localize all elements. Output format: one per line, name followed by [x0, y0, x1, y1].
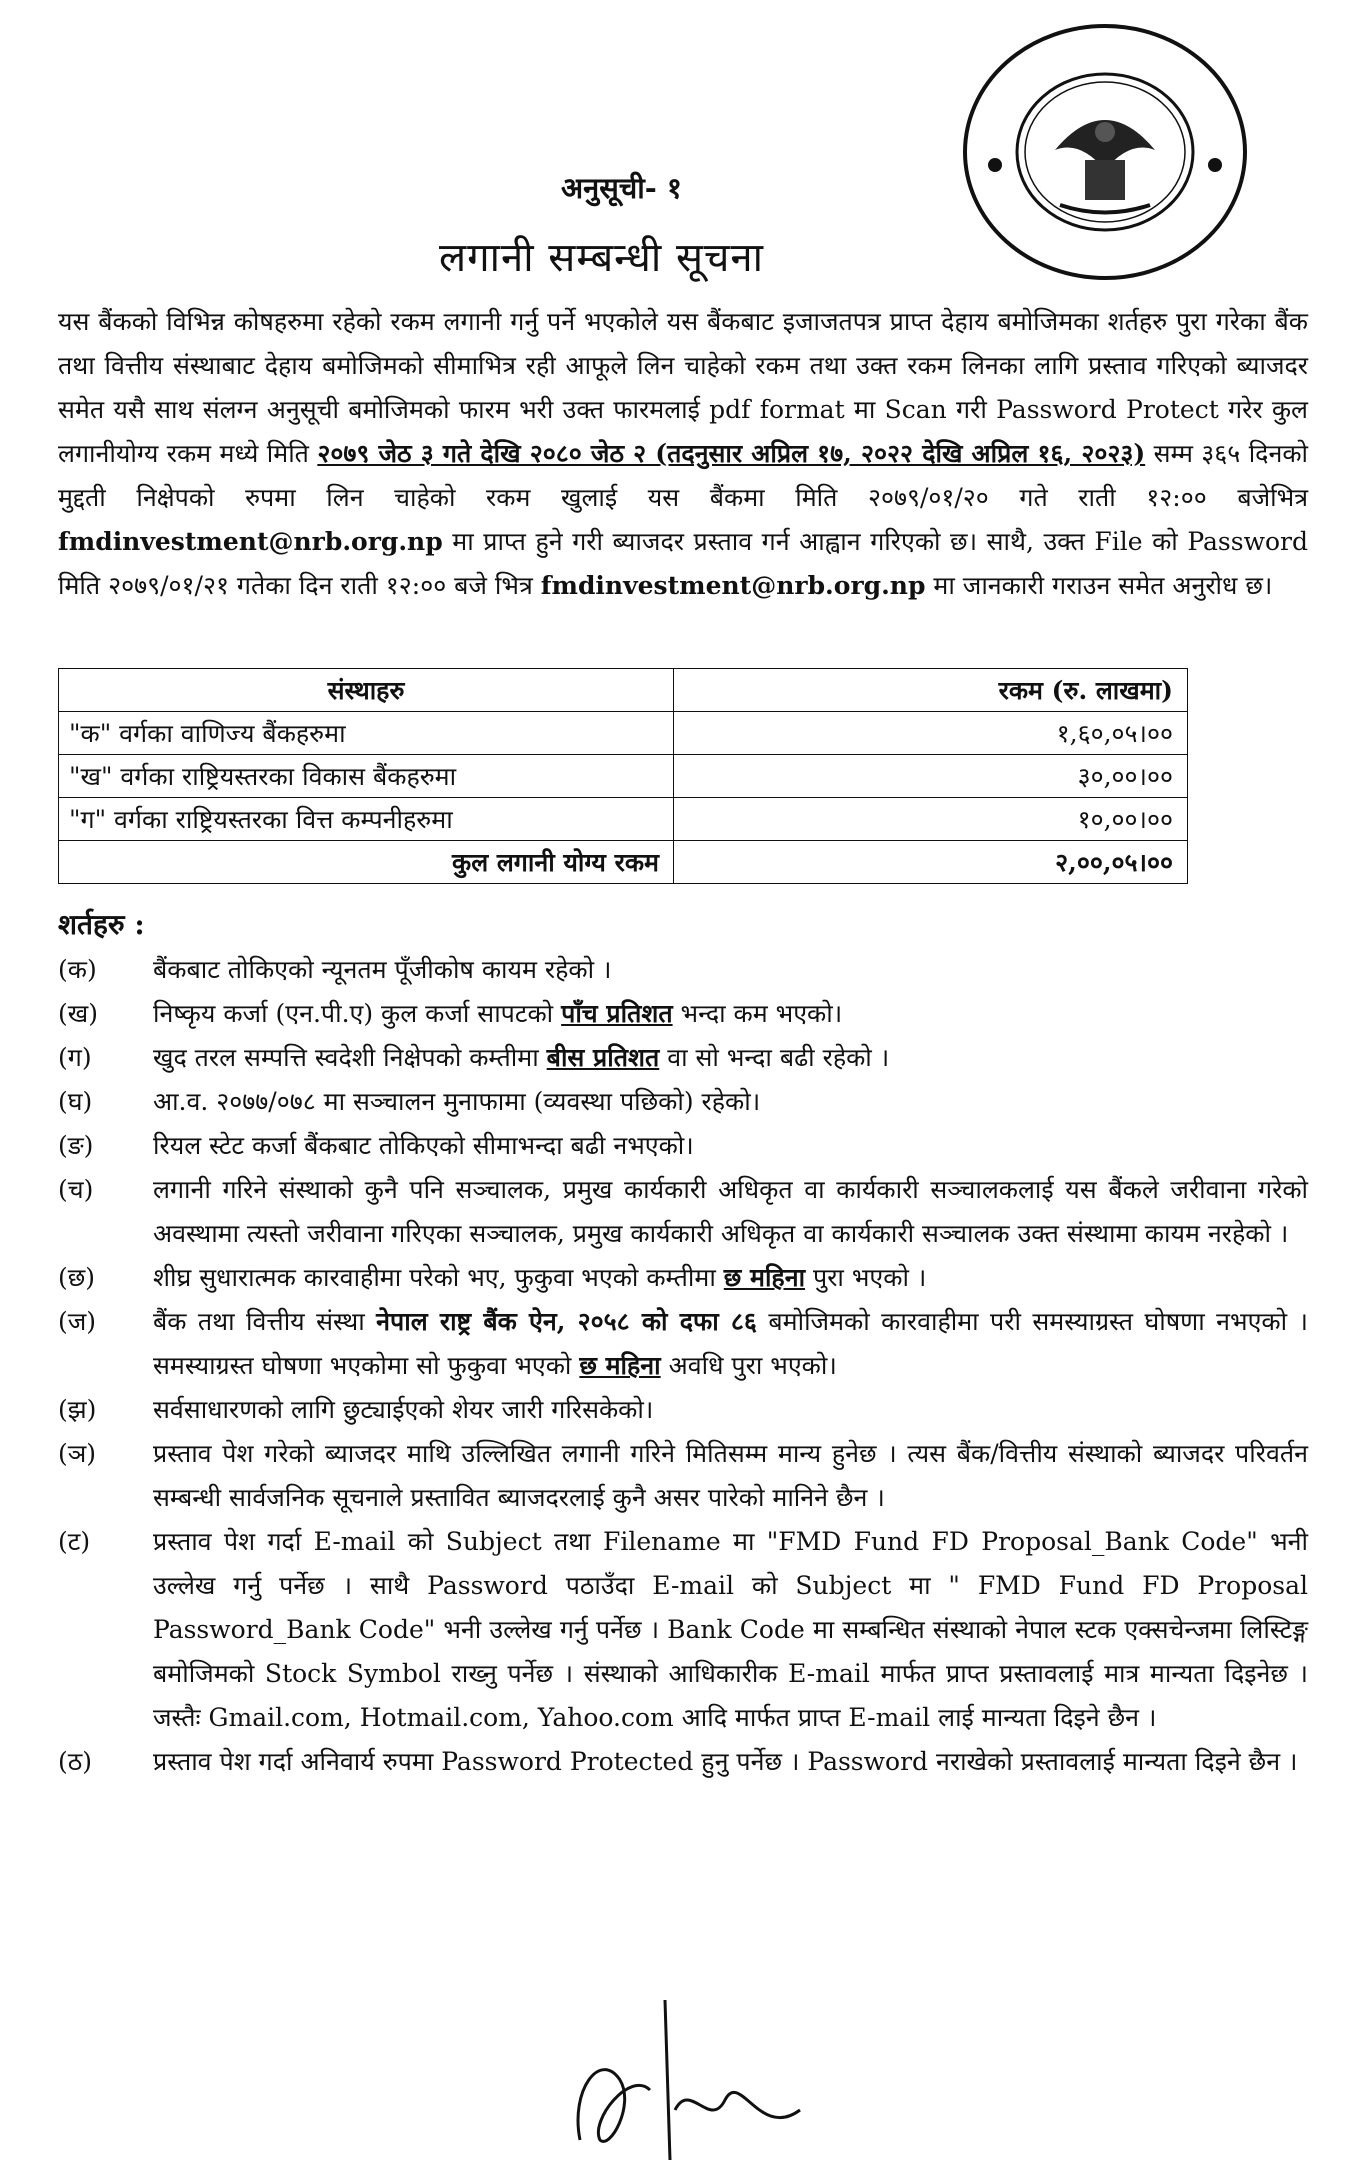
condition-marker: (ज) [58, 1307, 97, 1336]
condition-text: प्रस्ताव पेश गर्दा अनिवार्य रुपमा Password Protected हुनु पर्नेछ । Password नराखेको प्रस्तावलाई मान्यता दिइने छैन । [153, 1747, 1298, 1776]
table-total-row [59, 841, 1188, 884]
table-total-label: कुल लगानी योग्य रकम [59, 841, 674, 884]
condition-item [58, 1256, 1308, 1300]
condition-text: खुद तरल सम्पत्ति स्वदेशी निक्षेपको कम्तीमा [153, 1043, 539, 1072]
intro-date-range: २०७९ जेठ ३ गते देखि २०८० जेठ २ (तदनुसार अप्रिल १७, २०२२ देखि अप्रिल १६, २०२३) [317, 439, 1146, 468]
condition-item [58, 1080, 1308, 1124]
condition-text: बमोजिमको कारवाहीमा परी समस्याग्रस्त घोषणा नभएको । समस्याग्रस्त घोषणा भएकोमा सो फुकुवा भएको [153, 1307, 1309, 1380]
table-cell-name: "ग" वर्गका राष्ट्रियस्तरका वित्त कम्पनीहरुमा [59, 798, 674, 841]
table-total-amount: २,००,०५।०० [674, 841, 1188, 884]
condition-text: अवधि पुरा भएको। [668, 1351, 837, 1380]
condition-emphasis: छ महिना [723, 1263, 806, 1292]
condition-text: सर्वसाधारणको लागि छुट्याईएको शेयर जारी गरिसकेको। [153, 1395, 654, 1424]
table-row [59, 798, 1188, 841]
condition-marker: (घ) [58, 1087, 93, 1116]
table-row [59, 755, 1188, 798]
table-header-row [59, 669, 1188, 712]
intro-text-3: मा प्राप्त हुने गरी ब्याजदर प्रस्ताव गर्न आह्वान गरिएको छ। साथै, उक्त File को Password मिति २०७९/०१/२१ गतेका दिन राती १२:०० बजे भित्र [58, 527, 1308, 600]
condition-marker: (ट) [58, 1527, 91, 1556]
condition-text: प्रस्ताव पेश गर्दा E-mail को Subject तथा Filename मा "FMD Fund FD Proposal_Bank Code" भनी उल्लेख गर्नु पर्नेछ । साथै Password पठाउँदा E-mail को Subject मा " FMD Fund FD Proposal Password_Bank Code" भनी उल्लेख गर्नु पर्नेछ । Bank Code मा सम्बन्धित संस्थाको नेपाल स्टक एक्सचेन्जमा लिस्टिङ्ग बमोजिमको Stock Symbol राख्नु पर्नेछ । संस्थाको आधिकारीक E-mail मार्फत प्राप्त प्रस्तावलाई मात्र मान्यता दिइनेछ । जस्तैः Gmail.com, Hotmail.com, Yahoo.com आदि मार्फत प्राप्त E-mail लाई मान्यता दिइने छैन । [153, 1527, 1308, 1732]
table-header-amount: रकम (रु. लाखमा) [674, 669, 1188, 712]
condition-text: आ.व. २०७७/०७८ मा सञ्चालन मुनाफामा (व्यवस्था पछिको) रहेको। [153, 1087, 761, 1116]
condition-marker: (छ) [58, 1263, 96, 1292]
condition-marker: (क) [58, 955, 97, 984]
intro-paragraph [58, 300, 1308, 608]
investment-table [58, 668, 1188, 884]
condition-marker: (ग) [58, 1043, 92, 1072]
table-cell-name: "ख" वर्गका राष्ट्रियस्तरका विकास बैंकहरुमा [59, 755, 674, 798]
condition-marker: (ख) [58, 999, 98, 1028]
condition-text: बैंकबाट तोकिएको न्यूनतम पूँजीकोष कायम रहेको । [153, 955, 612, 984]
table-cell-amount: १,६०,०५।०० [674, 712, 1188, 755]
intro-email-2: fmdinvestment@nrb.org.np [540, 571, 926, 600]
condition-marker: (ठ) [58, 1747, 93, 1776]
condition-marker: (ङ) [58, 1131, 94, 1160]
condition-item [58, 1168, 1308, 1256]
condition-text: शीघ्र सुधारात्मक कारवाहीमा परेको भए, फुकुवा भएको कम्तीमा [153, 1263, 716, 1292]
condition-item [58, 948, 1308, 992]
table-cell-amount: ३०,००।०० [674, 755, 1188, 798]
condition-text: प्रस्ताव पेश गरेको ब्याजदर माथि उल्लिखित लगानी गरिने मितिसम्म मान्य हुनेछ । त्यस बैंक/वित्तीय संस्थाको ब्याजदर परिवर्तन सम्बन्धी सार्वजनिक सूचनाले प्रस्तावित ब्याजदरलाई कुनै असर पारेको मानिने छैन । [153, 1439, 1308, 1512]
condition-text: रियल स्टेट कर्जा बैंकबाट तोकिएको सीमाभन्दा बढी नभएको। [153, 1131, 694, 1160]
page-title: लगानी सम्बन्धी सूचना [439, 235, 764, 281]
conditions-list [58, 948, 1308, 1784]
conditions-heading: शर्तहरु : [58, 908, 145, 941]
condition-item [58, 1300, 1308, 1388]
condition-emphasis: बीस प्रतिशत [546, 1043, 660, 1072]
intro-email-1: fmdinvestment@nrb.org.np [58, 527, 443, 556]
condition-item [58, 1740, 1308, 1784]
table-cell-name: "क" वर्गका वाणिज्य बैंकहरुमा [59, 712, 674, 755]
condition-item [58, 1036, 1308, 1080]
condition-marker: (झ) [58, 1395, 97, 1424]
condition-text: भन्दा कम भएको। [680, 999, 843, 1028]
condition-text: लगानी गरिने संस्थाको कुनै पनि सञ्चालक, प्रमुख कार्यकारी अधिकृत वा कार्यकारी सञ्चालकलाई यस बैंकले जरीवाना गरेको अवस्थामा त्यस्तो जरीवाना गरिएका सञ्चालक, प्रमुख कार्यकारी अधिकृत वा कार्यकारी सञ्चालक उक्त संस्थामा कायम नरहेको । [153, 1175, 1308, 1248]
condition-text: वा सो भन्दा बढी रहेको । [667, 1043, 890, 1072]
condition-marker: (च) [58, 1175, 94, 1204]
condition-item [58, 1388, 1308, 1432]
condition-emphasis: नेपाल राष्ट्र बैंक ऐन, २०५८ को दफा ८६ [376, 1307, 757, 1336]
condition-item [58, 1124, 1308, 1168]
intro-text-4: मा जानकारी गराउन समेत अनुरोध छ। [933, 571, 1273, 600]
condition-emphasis: पाँच प्रतिशत [561, 999, 673, 1028]
table-header-institutions: संस्थाहरु [59, 669, 674, 712]
condition-text: पुरा भएको । [813, 1263, 927, 1292]
annex-label: अनुसूची- १ [561, 171, 682, 205]
table-row [59, 712, 1188, 755]
condition-marker: (ञ) [58, 1439, 97, 1468]
table-cell-amount: १०,००।०० [674, 798, 1188, 841]
condition-text: निष्कृय कर्जा (एन.पी.ए) कुल कर्जा सापटको [153, 999, 554, 1028]
condition-item [58, 1520, 1308, 1740]
condition-item [58, 992, 1308, 1036]
condition-text: बैंक तथा वित्तीय संस्था [153, 1307, 365, 1336]
signature-icon [560, 1990, 820, 2170]
intro-text-1: यस बैंकको विभिन्न कोषहरुमा रहेको रकम लगानी गर्नु पर्ने भएकोले यस बैंकबाट इजाजतपत्र प्राप्त देहाय बमोजिमका शर्तहरु पुरा गरेका बैंक तथा वित्तीय संस्थाबाट देहाय बमोजिमको सीमाभित्र रही आफूले लिन चाहेको रकम तथा उक्त रकम लिनका लागि प्रस्ताव गरिएको ब्याजदर समेत यसै साथ संलग्न अनुसूची बमोजिमको फारम भरी उक्त फारमलाई pdf format मा Scan गरी Password Protect गरेर कुल लगानीयोग्य रकम मध्ये मिति [58, 307, 1308, 468]
condition-item [58, 1432, 1308, 1520]
intro-text-2: सम्म ३६५ दिनको मुद्दती निक्षेपको रुपमा लिन चाहेको रकम खुलाई यस बैंकमा मिति २०७९/०१/२० गते राती १२:०० बजेभित्र [58, 439, 1308, 512]
condition-emphasis: छ महिना [579, 1351, 661, 1380]
